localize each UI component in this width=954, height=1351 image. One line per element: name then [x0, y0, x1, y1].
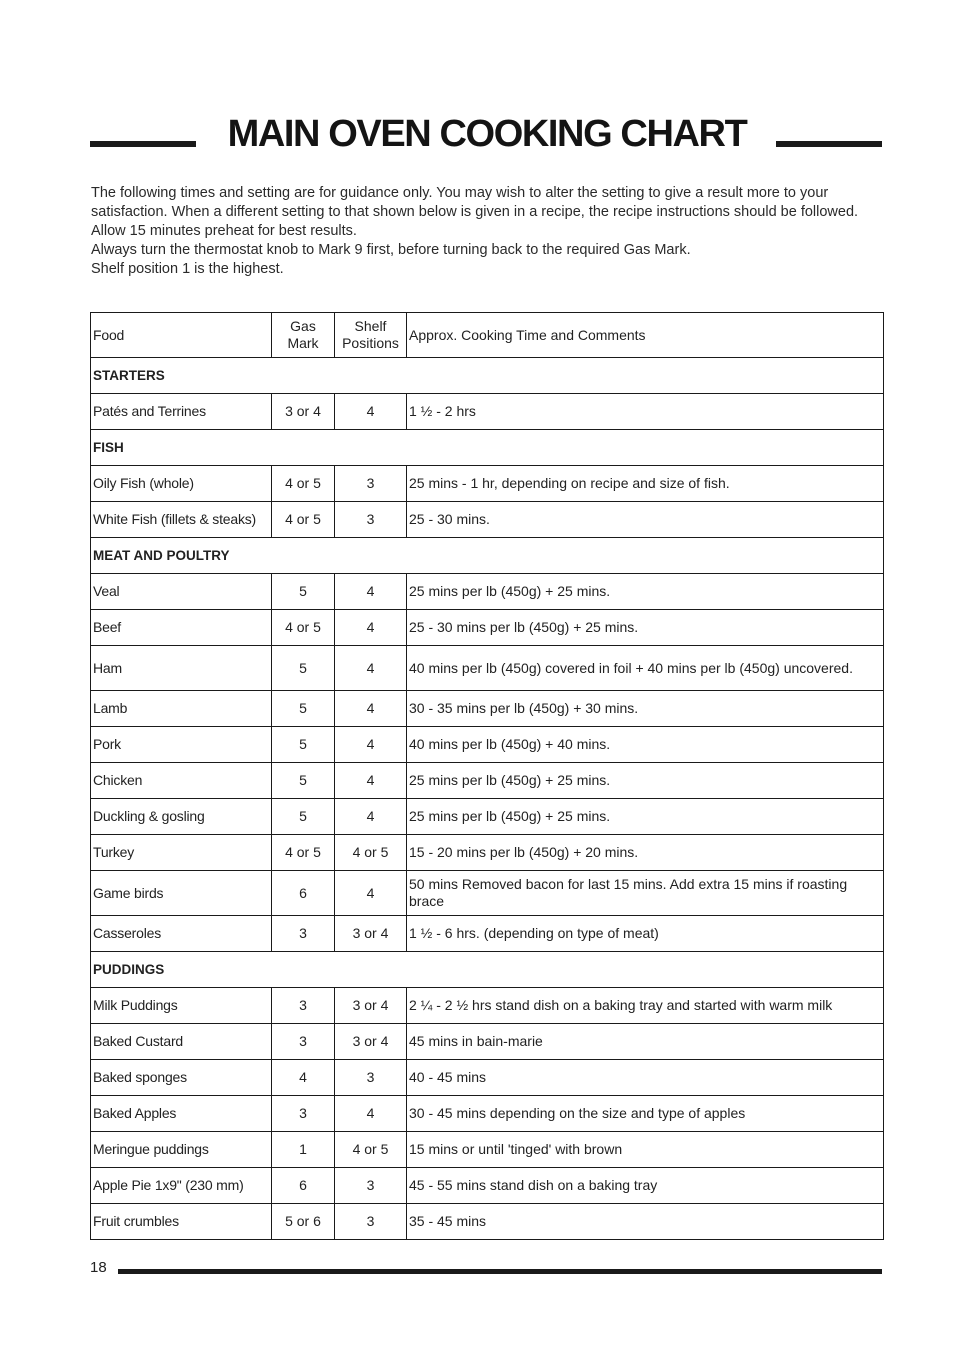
page-footer [90, 1258, 882, 1280]
food-cell: Pork [91, 727, 272, 763]
shelf-position-cell: 4 or 5 [335, 1132, 407, 1168]
header-food: Food [91, 313, 272, 358]
comment-cell: 2 ¼ - 2 ½ hrs stand dish on a baking tray and started with warm milk [407, 988, 884, 1024]
shelf-position-cell: 4 [335, 394, 407, 430]
shelf-position-cell: 3 [335, 502, 407, 538]
section-row [91, 538, 884, 574]
table-row [91, 1060, 884, 1096]
food-cell: Veal [91, 574, 272, 610]
shelf-position-cell: 4 [335, 646, 407, 691]
gas-mark-cell: 5 [272, 727, 335, 763]
header-comments: Approx. Cooking Time and Comments [407, 313, 884, 358]
table-row [91, 1096, 884, 1132]
title-row [90, 112, 882, 156]
shelf-position-cell: 4 or 5 [335, 835, 407, 871]
comment-cell: 40 mins per lb (450g) covered in foil + 40 mins per lb (450g) uncovered. [407, 646, 884, 691]
header-shelf-positions: Shelf Positions [335, 313, 407, 358]
shelf-position-cell: 3 [335, 466, 407, 502]
comment-cell: 1 ½ - 2 hrs [407, 394, 884, 430]
food-cell: Baked Apples [91, 1096, 272, 1132]
comment-cell: 1 ½ - 6 hrs. (depending on type of meat) [407, 916, 884, 952]
table-row [91, 871, 884, 916]
shelf-position-cell: 3 [335, 1060, 407, 1096]
gas-mark-cell: 5 [272, 574, 335, 610]
section-row [91, 358, 884, 394]
intro-paragraph: Shelf position 1 is the highest. [91, 261, 284, 277]
shelf-position-cell: 3 [335, 1204, 407, 1240]
section-heading: STARTERS [91, 358, 884, 394]
comment-cell: 45 - 55 mins stand dish on a baking tray [407, 1168, 884, 1204]
comment-cell: 25 mins per lb (450g) + 25 mins. [407, 763, 884, 799]
header-gas-mark: Gas Mark [272, 313, 335, 358]
table-row [91, 1024, 884, 1060]
table-row [91, 835, 884, 871]
table-row [91, 988, 884, 1024]
page-number: 18 [90, 1259, 107, 1276]
gas-mark-cell: 5 [272, 691, 335, 727]
table-header-row [91, 313, 884, 358]
section-row [91, 952, 884, 988]
shelf-position-cell: 4 [335, 799, 407, 835]
shelf-position-cell: 3 or 4 [335, 988, 407, 1024]
shelf-position-cell: 4 [335, 1096, 407, 1132]
table-row [91, 727, 884, 763]
cooking-chart-body [91, 313, 884, 1240]
comment-cell: 25 mins per lb (450g) + 25 mins. [407, 799, 884, 835]
comment-cell: 25 mins per lb (450g) + 25 mins. [407, 574, 884, 610]
food-cell: Ham [91, 646, 272, 691]
table-row [91, 502, 884, 538]
gas-mark-cell: 3 [272, 1024, 335, 1060]
intro-paragraph: Always turn the thermostat knob to Mark 9 first, before turning back to the required Gas Mark. [91, 242, 691, 258]
food-cell: White Fish (fillets & steaks) [91, 502, 272, 538]
page-title: MAIN OVEN COOKING CHART [227, 113, 747, 155]
gas-mark-cell: 6 [272, 1168, 335, 1204]
shelf-position-cell: 4 [335, 691, 407, 727]
table-row [91, 646, 884, 691]
shelf-position-cell: 3 or 4 [335, 916, 407, 952]
title-rule-left [90, 141, 196, 147]
footer-rule [118, 1269, 882, 1274]
gas-mark-cell: 4 or 5 [272, 835, 335, 871]
food-cell: Casseroles [91, 916, 272, 952]
comment-cell: 35 - 45 mins [407, 1204, 884, 1240]
food-cell: Duckling & gosling [91, 799, 272, 835]
shelf-position-cell: 3 or 4 [335, 1024, 407, 1060]
gas-mark-cell: 1 [272, 1132, 335, 1168]
section-heading: PUDDINGS [91, 952, 884, 988]
intro-paragraph: The following times and setting are for guidance only. You may wish to alter the setting to give a result more to your satisfaction. When a different setting to that shown below is given in a recipe, the recipe instructions should be followed. Allow 15 minutes preheat for best results. [91, 185, 859, 239]
table-row [91, 799, 884, 835]
section-row [91, 430, 884, 466]
table-row [91, 466, 884, 502]
food-cell: Chicken [91, 763, 272, 799]
gas-mark-cell: 5 [272, 799, 335, 835]
gas-mark-cell: 6 [272, 871, 335, 916]
comment-cell: 30 - 45 mins depending on the size and type of apples [407, 1096, 884, 1132]
shelf-position-cell: 4 [335, 763, 407, 799]
section-heading: FISH [91, 430, 884, 466]
table-row [91, 610, 884, 646]
food-cell: Milk Puddings [91, 988, 272, 1024]
table-row [91, 916, 884, 952]
comment-cell: 25 mins - 1 hr, depending on recipe and size of fish. [407, 466, 884, 502]
comment-cell: 40 - 45 mins [407, 1060, 884, 1096]
comment-cell: 15 mins or until 'tinged' with brown [407, 1132, 884, 1168]
gas-mark-cell: 4 or 5 [272, 502, 335, 538]
comment-cell: 30 - 35 mins per lb (450g) + 30 mins. [407, 691, 884, 727]
gas-mark-cell: 3 [272, 1096, 335, 1132]
comment-cell: 40 mins per lb (450g) + 40 mins. [407, 727, 884, 763]
food-cell: Game birds [91, 871, 272, 916]
comment-cell: 25 - 30 mins. [407, 502, 884, 538]
shelf-position-cell: 4 [335, 871, 407, 916]
food-cell: Baked sponges [91, 1060, 272, 1096]
gas-mark-cell: 5 [272, 763, 335, 799]
food-cell: Turkey [91, 835, 272, 871]
title-rule-right [776, 141, 882, 147]
table-row [91, 763, 884, 799]
food-cell: Apple Pie 1x9" (230 mm) [91, 1168, 272, 1204]
food-cell: Fruit crumbles [91, 1204, 272, 1240]
intro-text [91, 184, 881, 279]
table-row [91, 691, 884, 727]
section-heading: MEAT AND POULTRY [91, 538, 884, 574]
cooking-chart-table [90, 312, 884, 1240]
table-row [91, 1168, 884, 1204]
food-cell: Beef [91, 610, 272, 646]
shelf-position-cell: 4 [335, 610, 407, 646]
shelf-position-cell: 4 [335, 574, 407, 610]
food-cell: Patés and Terrines [91, 394, 272, 430]
gas-mark-cell: 5 [272, 646, 335, 691]
comment-cell: 25 - 30 mins per lb (450g) + 25 mins. [407, 610, 884, 646]
shelf-position-cell: 4 [335, 727, 407, 763]
table-row [91, 394, 884, 430]
table-row [91, 1132, 884, 1168]
gas-mark-cell: 4 or 5 [272, 466, 335, 502]
food-cell: Oily Fish (whole) [91, 466, 272, 502]
food-cell: Meringue puddings [91, 1132, 272, 1168]
gas-mark-cell: 4 or 5 [272, 610, 335, 646]
food-cell: Baked Custard [91, 1024, 272, 1060]
comment-cell: 15 - 20 mins per lb (450g) + 20 mins. [407, 835, 884, 871]
table-row [91, 574, 884, 610]
gas-mark-cell: 4 [272, 1060, 335, 1096]
comment-cell: 50 mins Removed bacon for last 15 mins. Add extra 15 mins if roasting brace [407, 871, 884, 916]
table-row [91, 1204, 884, 1240]
comment-cell: 45 mins in bain-marie [407, 1024, 884, 1060]
gas-mark-cell: 3 [272, 988, 335, 1024]
gas-mark-cell: 3 or 4 [272, 394, 335, 430]
food-cell: Lamb [91, 691, 272, 727]
gas-mark-cell: 3 [272, 916, 335, 952]
shelf-position-cell: 3 [335, 1168, 407, 1204]
gas-mark-cell: 5 or 6 [272, 1204, 335, 1240]
